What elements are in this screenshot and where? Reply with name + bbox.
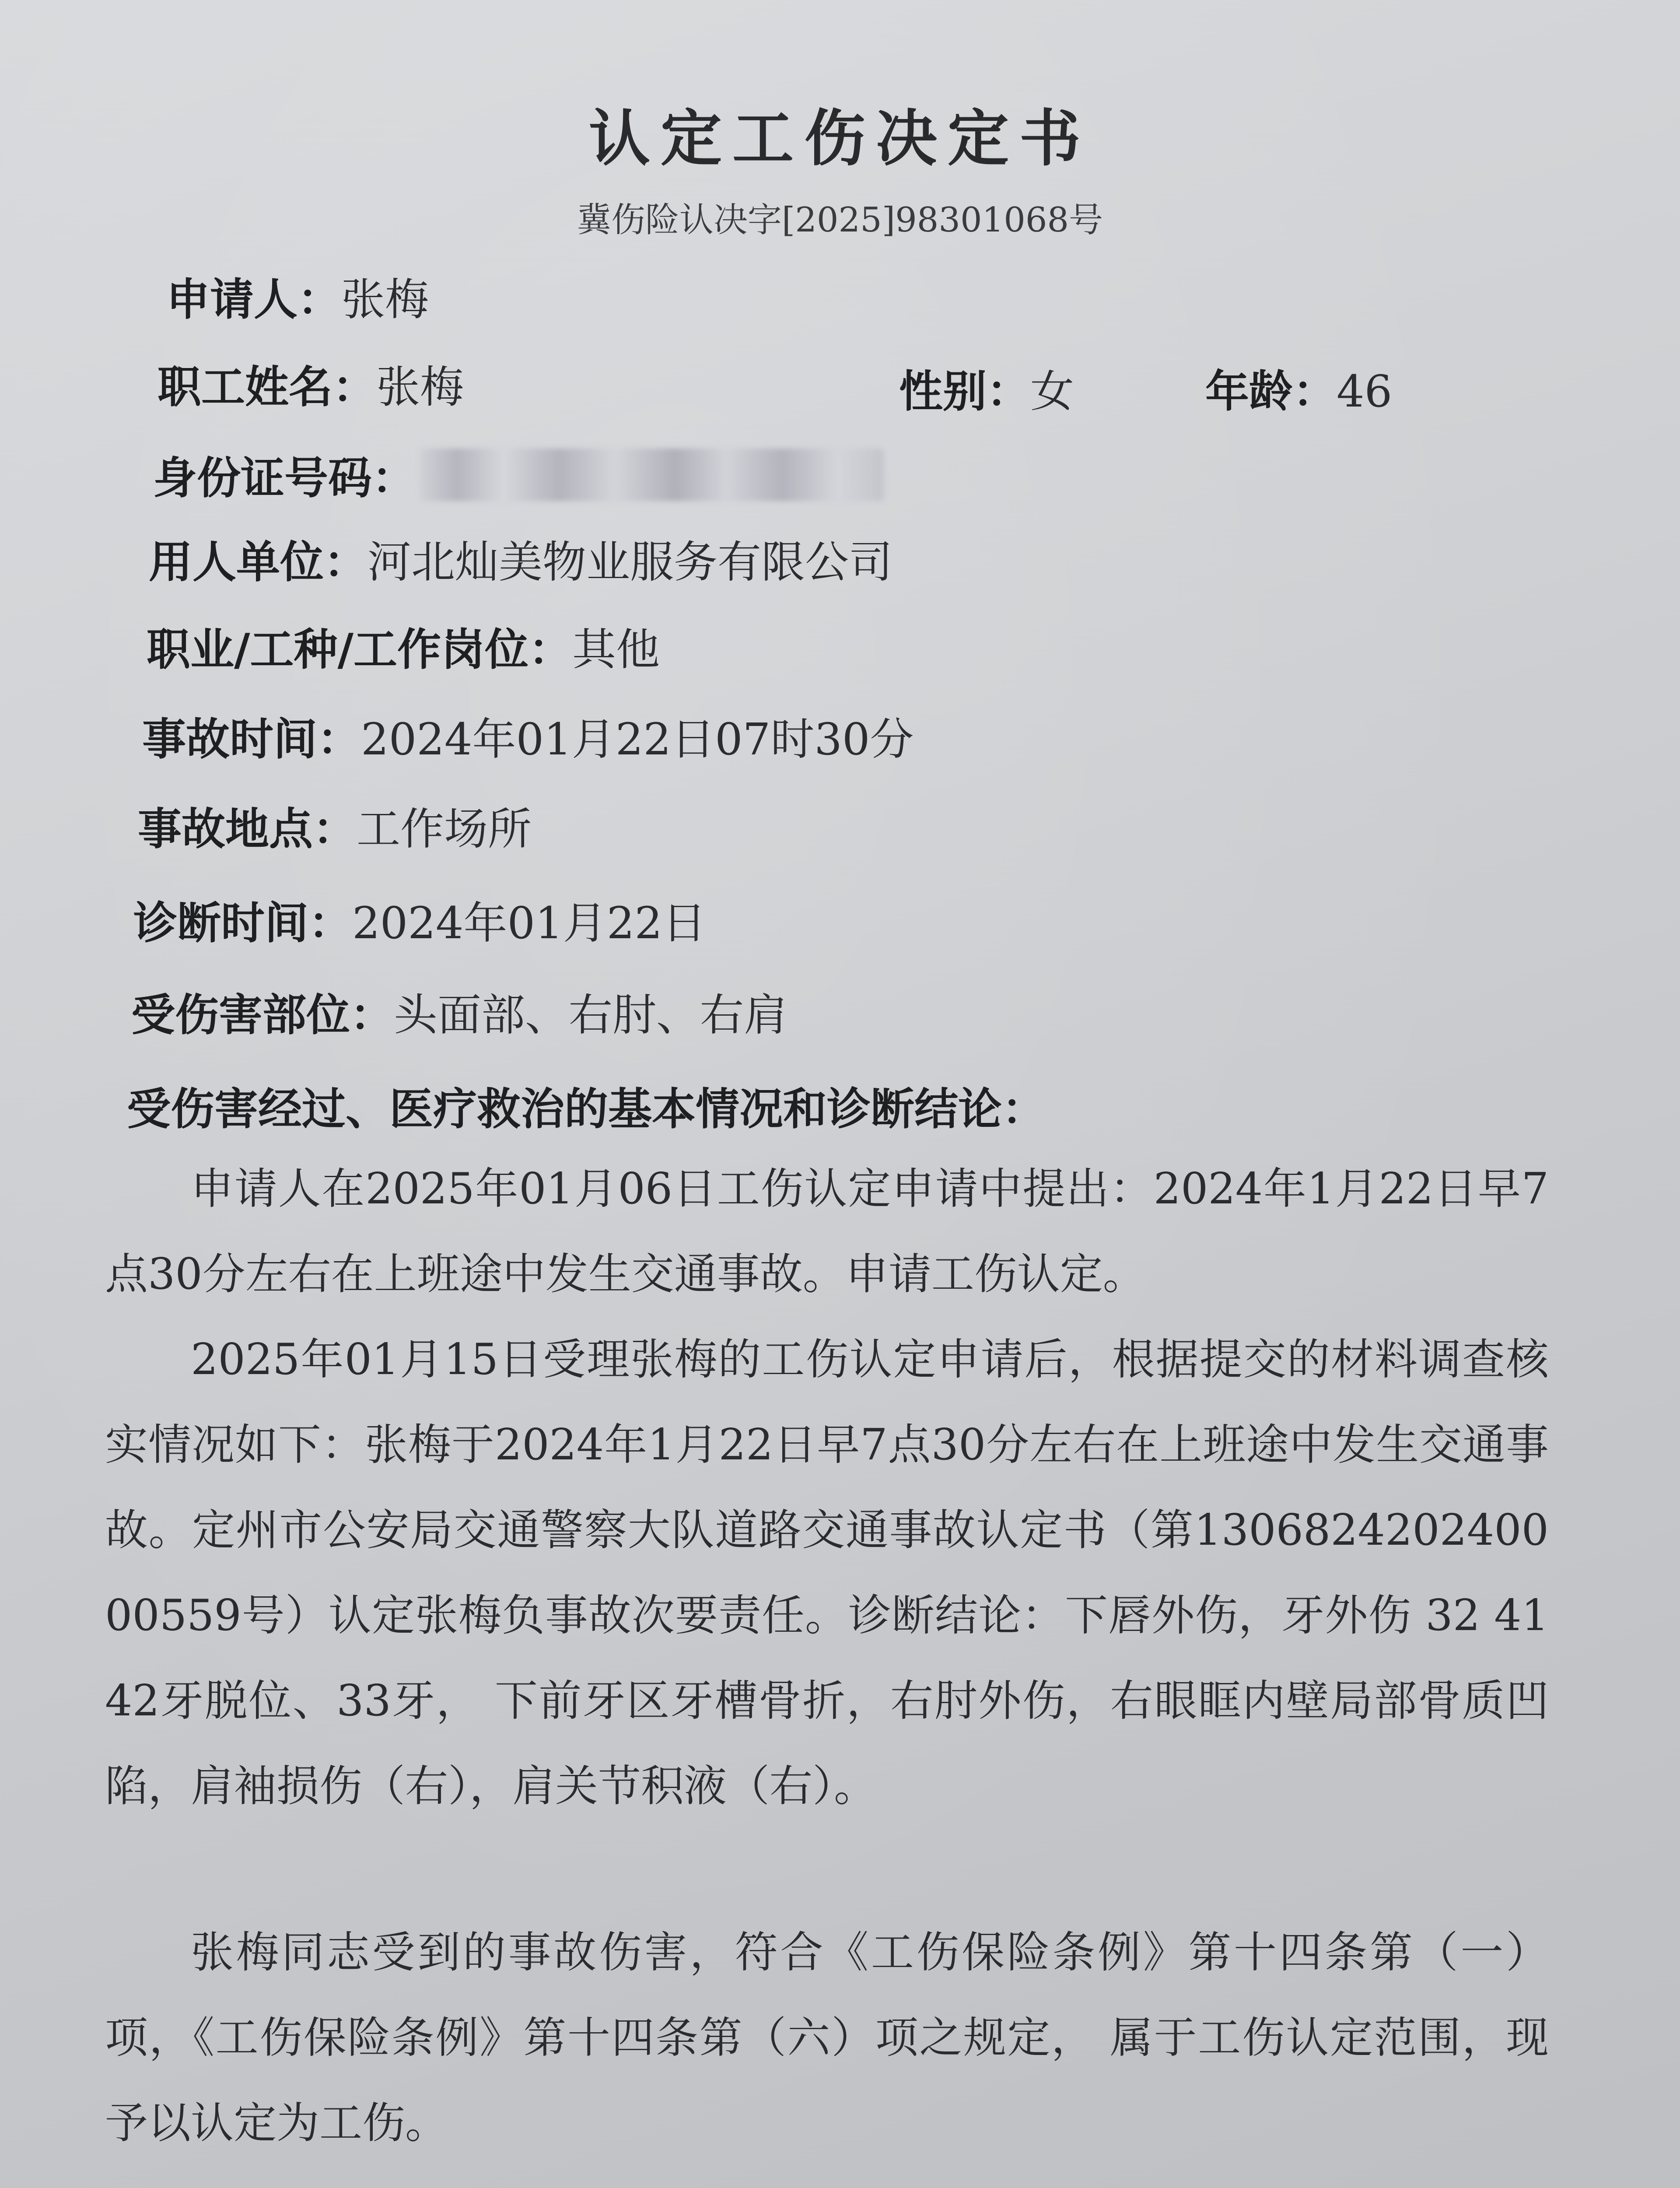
field-worker-name <box>158 361 464 414</box>
employer-value: 河北灿美物业服务有限公司 <box>368 536 892 588</box>
field-gender <box>899 365 1074 418</box>
redacted-id-block <box>420 449 884 501</box>
paragraph-investigation: 2025年01月15日受理张梅的工伤认定申请后，根据提交的材料调查核实情况如下：张梅于2024年1月22日早7点30分左右在上班途中发生交通事故。定州市公安局交通警察大队道路交通事故认定书（第130682420240000559号）认定张梅负事故次要责任。诊断结论：下唇外伤，牙外伤 32 41 42牙脱位、33牙， 下前牙区牙槽骨折，右肘外伤，右眼眶内壁局部骨质凹陷，肩袖损伤（右），肩关节积液（右）。 <box>105 1335 1549 1811</box>
worker-name-label: 职工姓名： <box>158 361 376 413</box>
document-number: 冀伤险认决字[2025]98301068号 <box>577 200 1103 240</box>
section-heading: 受伤害经过、医疗救治的基本情况和诊断结论： <box>127 1083 1046 1135</box>
injured-parts-value: 头面部、右肘、右肩 <box>394 989 788 1041</box>
document-title: 认定工伤决定书 <box>588 103 1091 175</box>
field-accident-place <box>138 803 532 856</box>
diagnosis-time-label: 诊断时间： <box>133 898 352 949</box>
age-label: 年龄： <box>1205 366 1337 417</box>
occupation-label: 职业/工种/工作岗位： <box>147 624 573 675</box>
applicant-value: 张梅 <box>341 274 429 325</box>
field-accident-time <box>142 713 914 766</box>
injured-parts-label: 受伤害部位： <box>131 989 394 1041</box>
employer-label: 用人单位： <box>149 536 368 588</box>
accident-place-label: 事故地点： <box>138 803 357 855</box>
applicant-label: 申请人： <box>166 274 341 325</box>
field-id-number <box>153 449 884 505</box>
gender-label: 性别： <box>899 366 1030 417</box>
age-value: 46 <box>1337 366 1393 417</box>
diagnosis-time-value: 2024年01月22日 <box>352 898 706 949</box>
accident-place-value: 工作场所 <box>357 803 532 855</box>
accident-time-label: 事故时间： <box>142 714 361 765</box>
field-injured-parts <box>131 989 788 1041</box>
paragraph-conclusion: 张梅同志受到的事故伤害，符合《工伤保险条例》第十四条第（一）项，《工伤保险条例》第十四条第（六）项之规定， 属于工伤认定范围，现予以认定为工伤。 <box>105 1928 1549 2148</box>
id-number-label: 身份证号码： <box>153 452 416 504</box>
field-diagnosis-time <box>133 897 706 950</box>
field-age <box>1205 365 1392 418</box>
occupation-value: 其他 <box>572 624 660 675</box>
gender-value: 女 <box>1030 366 1074 417</box>
field-occupation <box>147 624 660 676</box>
paragraph-application: 申请人在2025年01月06日工伤认定申请中提出：2024年1月22日早7点30分左右在上班途中发生交通事故。申请工伤认定。 <box>105 1164 1549 1299</box>
worker-name-value: 张梅 <box>376 361 464 413</box>
accident-time-value: 2024年01月22日07时30分 <box>361 714 914 765</box>
field-employer <box>149 536 892 589</box>
field-applicant <box>166 274 429 326</box>
